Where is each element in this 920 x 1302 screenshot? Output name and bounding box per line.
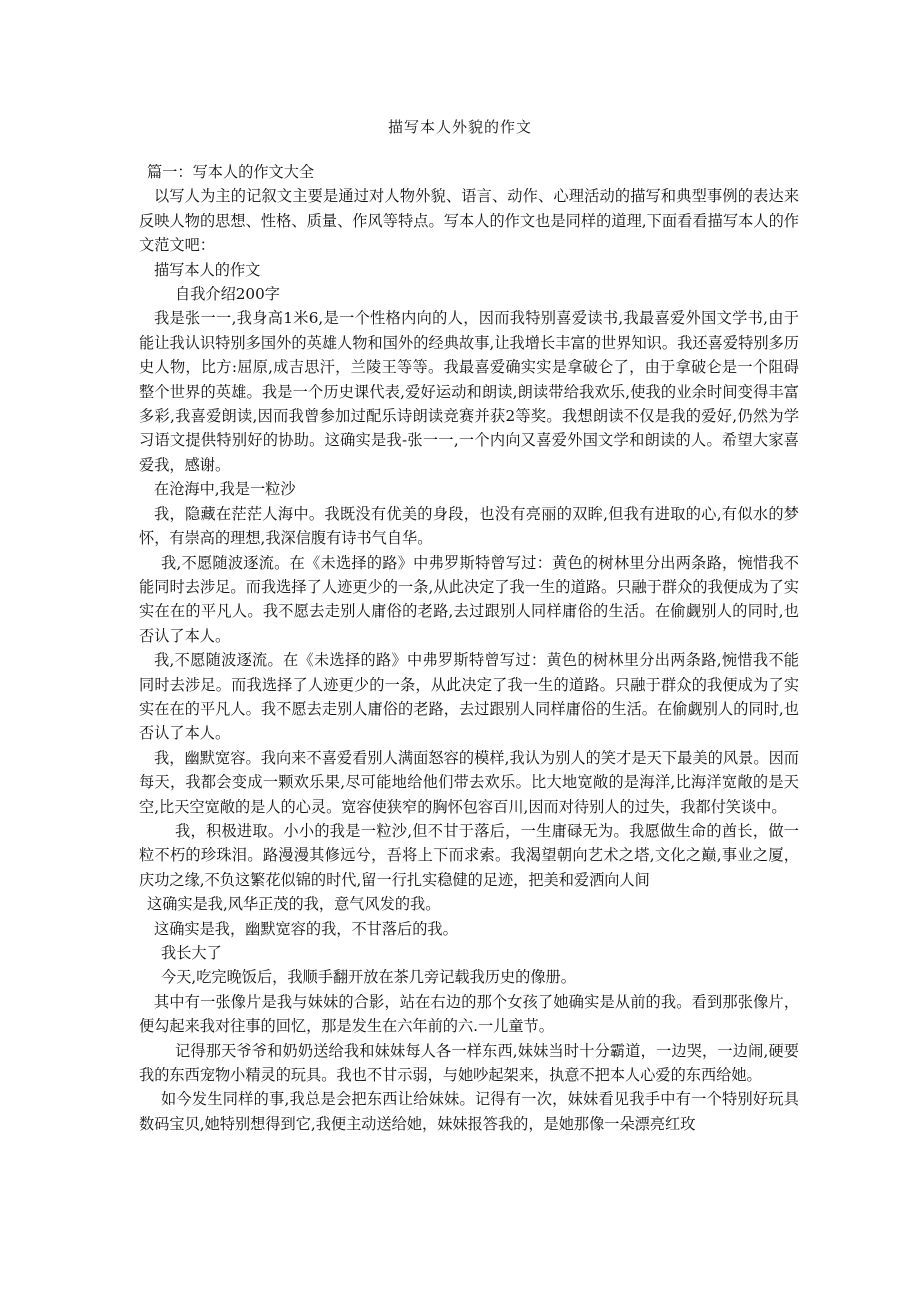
paragraph: 记得那天爷爷和奶奶送给我和妹妹每人各一样东西,妹妹当时十分霸道，一边哭，一边闹,硬要我的东西宠物小精灵的玩具。我也不甘示弱，与她吵起架来，执意不把本人心爱的东西给她。 (139, 1041, 799, 1085)
paragraph: 我，幽默宽容。我向来不喜爱看别人满面怒容的模样,我认为别人的笑才是天下最美的风景。因而每天，我都会变成一颗欢乐果,尽可能地给他们带去欢乐。比大地宽敞的是海洋,比海洋宽敞的是天空,比天空宽敞的是人的心灵。宽容使狭窄的胸怀包容百川,因而对待别人的过失，我都付笑谈中。 (139, 748, 799, 816)
subheading: 在沧海中,我是一粒沙 (154, 480, 296, 499)
section-heading: 篇一：写本人的作文大全 (147, 163, 315, 181)
paragraph: 我,不愿随波逐流。在《未选择的路》中弗罗斯特曾写过：黄色的树林里分出两条路，惋惜我不能同时去涉足。而我选择了人迹更少的一条,从此决定了我一生的道路。只融于群众的我便成为了实实在在的平凡人。我不愿去走别人庸俗的老路,去过跟别人同样庸俗的生活。在偷觑别人的同时,也否认了本人。 (139, 553, 799, 645)
paragraph: 我是张一一,我身高1米6,是一个性格内向的人，因而我特别喜爱读书,我最喜爱外国文学书,由于能让我认识特别多国外的英雄人物和国外的经典故事,让我增长丰富的世界知识。我还喜爱特别多历史人物，比方:屈原,成吉思汗，兰陵王等等。我最喜爱确实实是拿破仑了，由于拿破仑是一个阻碍整个世界的英雄。我是一个历史课代表,爱好运动和朗读,朗读带给我欢乐,使我的业余时间变得丰富多彩,我喜爱朗读,因而我曾参加过配乐诗朗读竞赛并获2等奖。我想朗读不仅是我的爱好,仍然为学习语文提供特别好的协助。这确实是我-张一一,一个内向又喜爱外国文学和朗读的人。希望大家喜爱我，感谢。 (139, 309, 799, 474)
paragraph: 这确实是我，幽默宽容的我，不甘落后的我。 (154, 919, 458, 938)
paragraph: 其中有一张像片是我与妹妹的合影，站在右边的那个女孩了她确实是从前的我。看到那张像片，便勾起来我对往事的回忆，那是发生在六年前的六.一儿童节。 (139, 992, 799, 1036)
subheading: 自我介绍200字 (175, 285, 280, 304)
paragraph: 如今发生同样的事,我总是会把东西让给妹妹。记得有一次，妹妹看见我手中有一个特别好玩具数码宝贝,她特别想得到它,我便主动送给她，妹妹报答我的，是她那像一朵漂亮红玫 (139, 1090, 799, 1133)
paragraph: 我，隐藏在茫茫人海中。我既没有优美的身段，也没有亮丽的双眸,但我有进取的心,有似水的梦怀，有崇高的理想,我深信腹有诗书气自华。 (139, 504, 799, 548)
subheading: 描写本人的作文 (154, 260, 261, 279)
paragraph: 这确实是我,风华正茂的我，意气风发的我。 (147, 895, 441, 914)
paragraph: 今天,吃完晚饭后，我顺手翻开放在茶几旁记载我历史的像册。 (161, 968, 576, 987)
subheading: 我长大了 (161, 944, 222, 962)
document-body (139, 160, 799, 1136)
document-title: 描写本人外貌的作文 (387, 118, 532, 136)
paragraph: 以写人为主的记叙文主要是通过对人物外貌、语言、动作、心理活动的描写和典型事例的表达来反映人物的思想、性格、质量、作风等特点。写本人的作文也是同样的道理,下面看看描写本人的作文范文吧： (139, 187, 799, 255)
paragraph: 我,不愿随波逐流。在《未选择的路》中弗罗斯特曾写过：黄色的树林里分出两条路,惋惜我不能同时去涉足。而我选择了人迹更少的一条，从此决定了我一生的道路。只融于群众的我便成为了实实在在的平凡人。我不愿去走别人庸俗的老路，去过跟别人同样庸俗的生活。在偷觑别人的同时,也否认了本人。 (139, 651, 799, 743)
paragraph: 我，积极进取。小小的我是一粒沙,但不甘于落后，一生庸碌无为。我愿做生命的酋长，做一粒不朽的珍珠泪。路漫漫其修远兮，吾将上下而求索。我渴望朝向艺术之塔,文化之巅,事业之厦，庆功之缘,不负这繁花似锦的时代,留一行扎实稳健的足迹，把美和爱洒向人间 (139, 821, 799, 889)
